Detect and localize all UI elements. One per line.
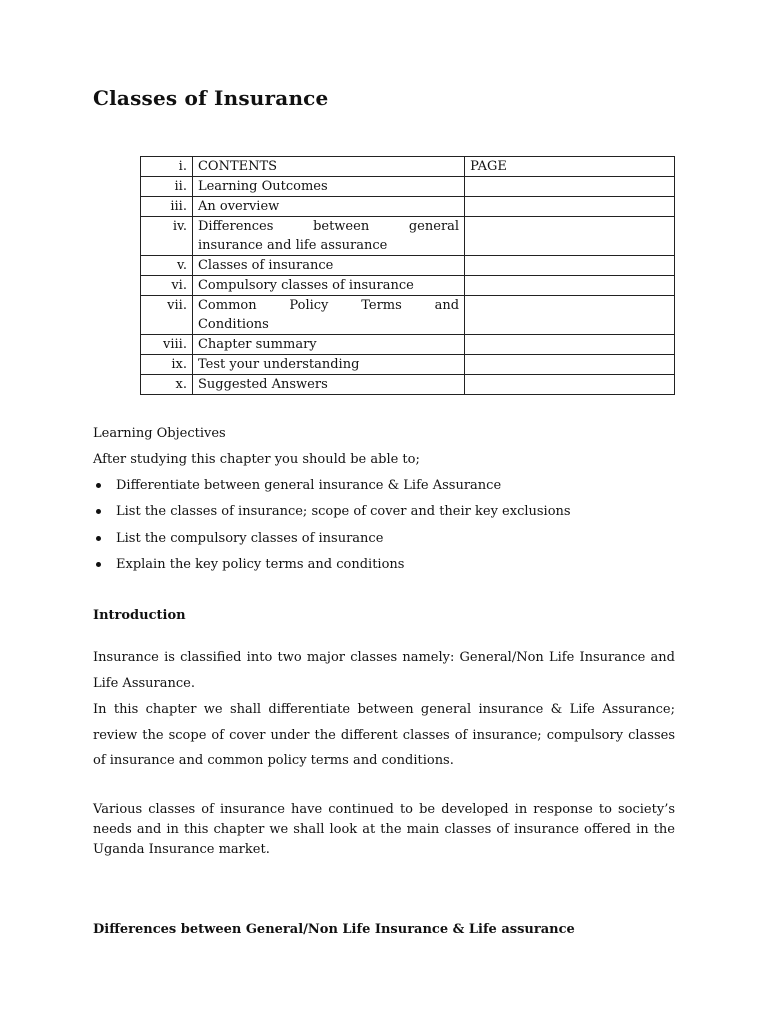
row-page bbox=[465, 276, 675, 296]
table-row bbox=[141, 375, 675, 395]
page-header-label: PAGE bbox=[465, 157, 675, 177]
row-label-line: Differences between general bbox=[197, 219, 460, 234]
row-number: v. bbox=[141, 256, 193, 276]
row-label: Chapter summary bbox=[192, 335, 464, 355]
table-row bbox=[141, 217, 675, 256]
row-label-line: Common Policy Terms and bbox=[197, 298, 460, 313]
table-row bbox=[141, 335, 675, 355]
table-row bbox=[141, 197, 675, 217]
row-page bbox=[465, 177, 675, 197]
row-label: An overview bbox=[192, 197, 464, 217]
row-number: vi. bbox=[141, 276, 193, 296]
row-label: Learning Outcomes bbox=[192, 177, 464, 197]
row-number: viii. bbox=[141, 335, 193, 355]
row-label bbox=[192, 296, 464, 335]
contents-header-label: CONTENTS bbox=[192, 157, 464, 177]
row-label bbox=[192, 217, 464, 256]
row-number: iii. bbox=[141, 197, 193, 217]
row-number: ii. bbox=[141, 177, 193, 197]
page-title: Classes of Insurance bbox=[93, 86, 329, 110]
row-label: Test your understanding bbox=[192, 355, 464, 375]
row-label-line: Conditions bbox=[197, 317, 269, 332]
introduction-paragraph: In this chapter we shall differentiate between general insurance & Life Assurance; review the scope of cover under the different classes of insurance; compulsory classes of insurance and common policy terms and conditions. bbox=[93, 702, 675, 769]
row-number: vii. bbox=[141, 296, 193, 335]
introduction-paragraph: Various classes of insurance have continued to be developed in response to society’s needs and in this chapter we shall look at the main classes of insurance offered in the Uganda Insurance market. bbox=[93, 802, 675, 857]
table-row bbox=[141, 177, 675, 197]
learning-objectives-intro: After studying this chapter you should be able to; bbox=[93, 452, 420, 467]
list-item: Differentiate between general insurance & Life Assurance bbox=[93, 476, 675, 502]
contents-table bbox=[140, 156, 675, 395]
row-number: iv. bbox=[141, 217, 193, 256]
table-row bbox=[141, 355, 675, 375]
list-item: List the classes of insurance; scope of cover and their key exclusions bbox=[93, 502, 675, 528]
list-item: Explain the key policy terms and conditions bbox=[93, 555, 675, 581]
row-number: x. bbox=[141, 375, 193, 395]
table-row bbox=[141, 276, 675, 296]
differences-heading: Differences between General/Non Life Insurance & Life assurance bbox=[93, 922, 575, 937]
learning-objectives-heading: Learning Objectives bbox=[93, 426, 226, 441]
row-label-line: insurance and life assurance bbox=[197, 238, 388, 253]
row-label: Compulsory classes of insurance bbox=[192, 276, 464, 296]
row-page bbox=[465, 197, 675, 217]
row-page bbox=[465, 217, 675, 256]
row-page bbox=[465, 375, 675, 395]
table-row bbox=[141, 256, 675, 276]
row-page bbox=[465, 355, 675, 375]
row-number: i. bbox=[141, 157, 193, 177]
row-page bbox=[465, 296, 675, 335]
introduction-heading: Introduction bbox=[93, 608, 186, 623]
row-label: Classes of insurance bbox=[192, 256, 464, 276]
list-item: List the compulsory classes of insurance bbox=[93, 529, 675, 555]
table-row bbox=[141, 157, 675, 177]
row-page bbox=[465, 256, 675, 276]
row-label: Suggested Answers bbox=[192, 375, 464, 395]
table-row bbox=[141, 296, 675, 335]
row-number: ix. bbox=[141, 355, 193, 375]
introduction-paragraph: Insurance is classified into two major classes namely: General/Non Life Insurance and Life Assurance. bbox=[93, 650, 675, 691]
row-page bbox=[465, 335, 675, 355]
objectives-list bbox=[93, 476, 675, 581]
